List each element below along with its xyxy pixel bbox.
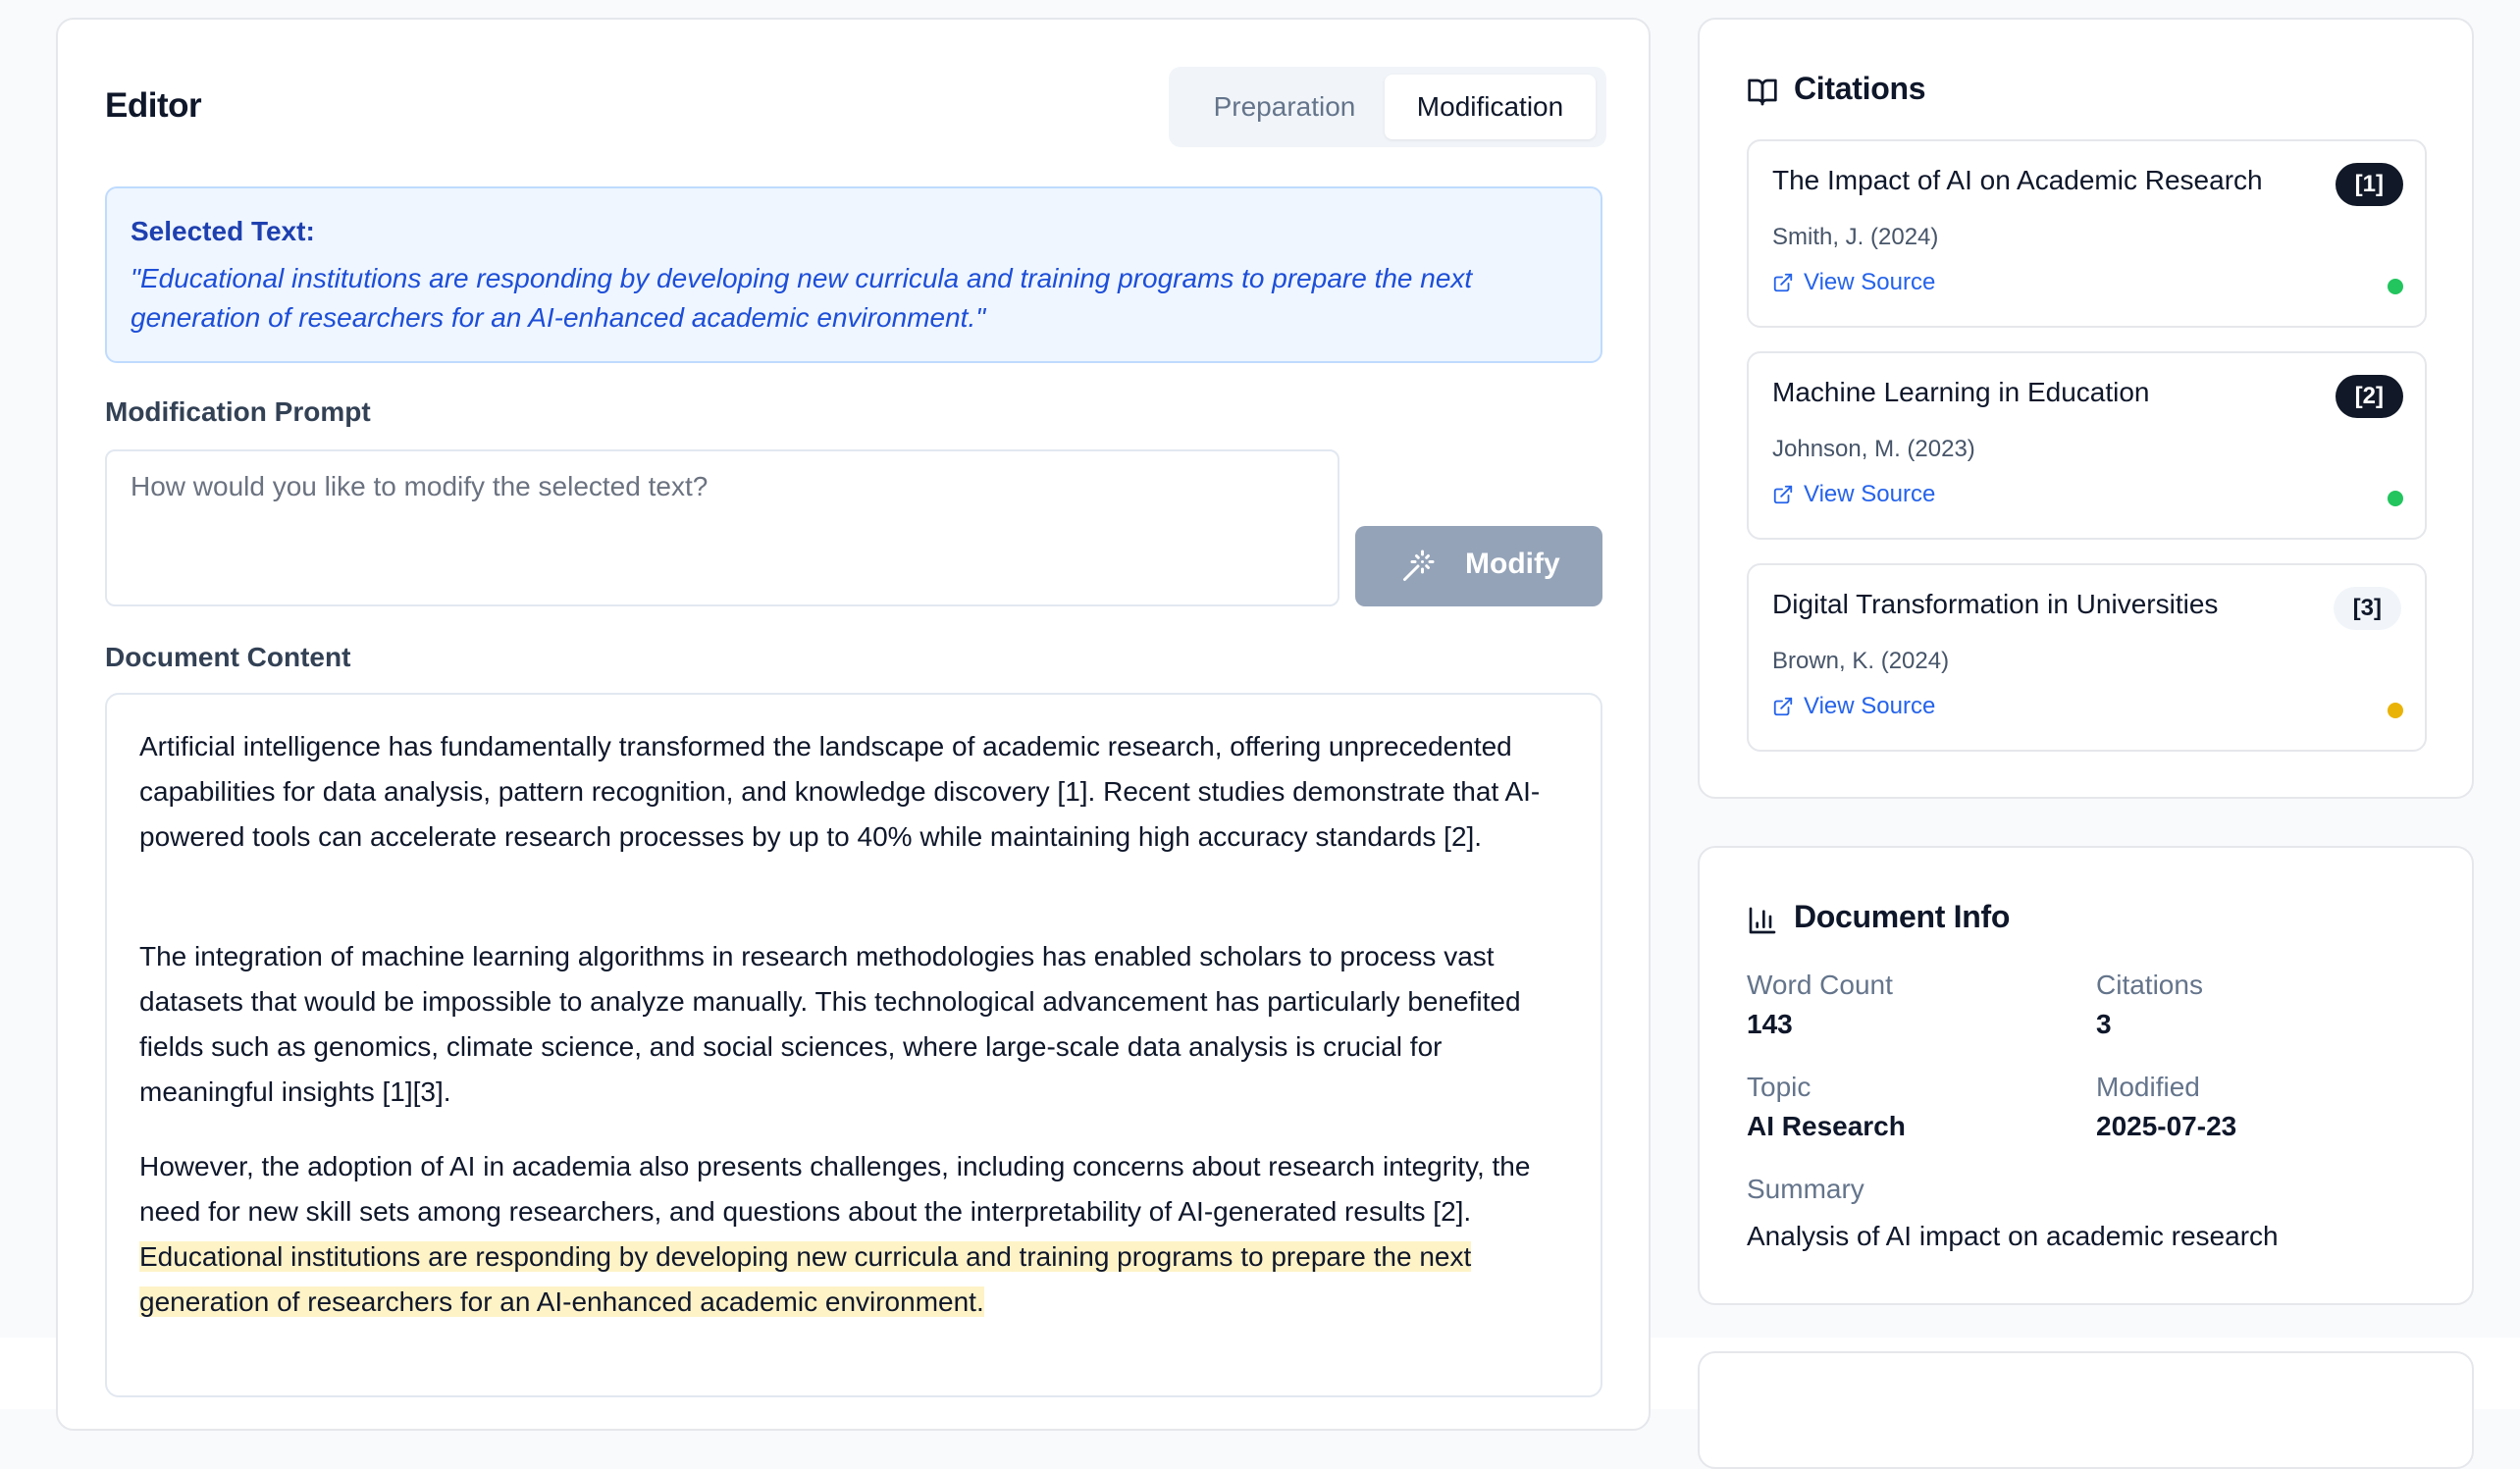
- document-paragraph: The integration of machine learning algorithms in research methodologies has enabled scholars to process vast datasets that would be impossible to analyze manually. This technological advancement has particularly benefited fields such as genomics, climate science, and social sciences, where large-scale data analysis is crucial for meaningful insights [1][3].: [139, 941, 1521, 1107]
- document-content[interactable]: [105, 693, 1602, 1397]
- mode-tabs: [1169, 67, 1606, 147]
- citation-title: Machine Learning in Education: [1772, 377, 2150, 407]
- citation-card[interactable]: [1747, 351, 2427, 540]
- citation-author: Johnson, M. (2023): [1772, 436, 1975, 462]
- external-link-icon: [1772, 484, 1794, 505]
- book-open-icon: [1747, 77, 1778, 108]
- modified-label: Modified: [2096, 1072, 2200, 1102]
- citation-number-badge: [2]: [2336, 375, 2403, 418]
- modify-button-label: Modify: [1465, 548, 1560, 580]
- view-source-label: View Source: [1804, 481, 1936, 507]
- tab-modification[interactable]: Modification: [1385, 75, 1596, 139]
- citation-number-badge: [1]: [2336, 163, 2403, 206]
- magic-wand-icon: [1400, 549, 1436, 584]
- document-content-label: Document Content: [105, 642, 351, 672]
- word-count-value: 143: [1747, 1009, 1793, 1039]
- highlighted-selection[interactable]: Educational institutions are responding by developing new curricula and training programs to prepare the next generation of researchers for an AI-enhanced academic environment.: [139, 1241, 1472, 1317]
- citation-card[interactable]: [1747, 139, 2427, 328]
- citations-title: Citations: [1794, 71, 1926, 106]
- additional-panel: [1698, 1351, 2474, 1469]
- modify-button[interactable]: [1355, 526, 1602, 606]
- paragraph-text: However, the adoption of AI in academia also presents challenges, including concerns about research integrity, the need for new skill sets among researchers, and questions about the interpretability of AI-generated results [2].: [139, 1151, 1531, 1227]
- citation-status-dot: [2388, 703, 2403, 718]
- citation-card[interactable]: [1747, 563, 2427, 752]
- document-info-panel: [1698, 846, 2474, 1305]
- citation-author: Smith, J. (2024): [1772, 224, 1939, 250]
- citation-title: Digital Transformation in Universities: [1772, 589, 2219, 619]
- citations-count-label: Citations: [2096, 970, 2203, 1000]
- citation-author: Brown, K. (2024): [1772, 648, 1950, 674]
- modification-prompt-label: Modification Prompt: [105, 396, 371, 427]
- citation-status-dot: [2388, 279, 2403, 294]
- summary-label: Summary: [1747, 1174, 1864, 1204]
- modified-value: 2025-07-23: [2096, 1111, 2237, 1141]
- topic-label: Topic: [1747, 1072, 1811, 1102]
- summary-value: Analysis of AI impact on academic research: [1747, 1221, 2279, 1251]
- citations-count-value: 3: [2096, 1009, 2112, 1039]
- modification-prompt-input[interactable]: [105, 449, 1339, 606]
- editor-panel: [56, 18, 1651, 1431]
- citation-title: The Impact of AI on Academic Research: [1772, 165, 2263, 195]
- selected-text-quote: "Educational institutions are responding by developing new curricula and training programs to prepare the next generation of researchers for an AI-enhanced academic environment.": [131, 263, 1473, 333]
- external-link-icon: [1772, 696, 1794, 717]
- tab-preparation[interactable]: Preparation: [1213, 91, 1356, 122]
- selected-text-label: Selected Text:: [131, 216, 315, 246]
- topic-value: AI Research: [1747, 1111, 1906, 1141]
- citation-status-dot: [2388, 491, 2403, 506]
- view-source-label: View Source: [1804, 693, 1936, 719]
- document-paragraph: [139, 1144, 1572, 1325]
- bar-chart-icon: [1747, 905, 1778, 936]
- editor-title: Editor: [105, 86, 202, 125]
- document-paragraph: Artificial intelligence has fundamentally transformed the landscape of academic research, offering unprecedented capabilities for data analysis, pattern recognition, and knowledge discovery [1]. Recent studies demonstrate that AI-powered tools can accelerate research processes by up to 40% while maintaining high accuracy standards [2].: [139, 731, 1541, 852]
- document-info-title: Document Info: [1794, 899, 2011, 934]
- citations-panel: [1698, 18, 2474, 799]
- citation-number-badge: [3]: [2334, 587, 2401, 630]
- selected-text-box: [105, 186, 1602, 363]
- word-count-label: Word Count: [1747, 970, 1893, 1000]
- view-source-label: View Source: [1804, 269, 1936, 295]
- external-link-icon: [1772, 272, 1794, 293]
